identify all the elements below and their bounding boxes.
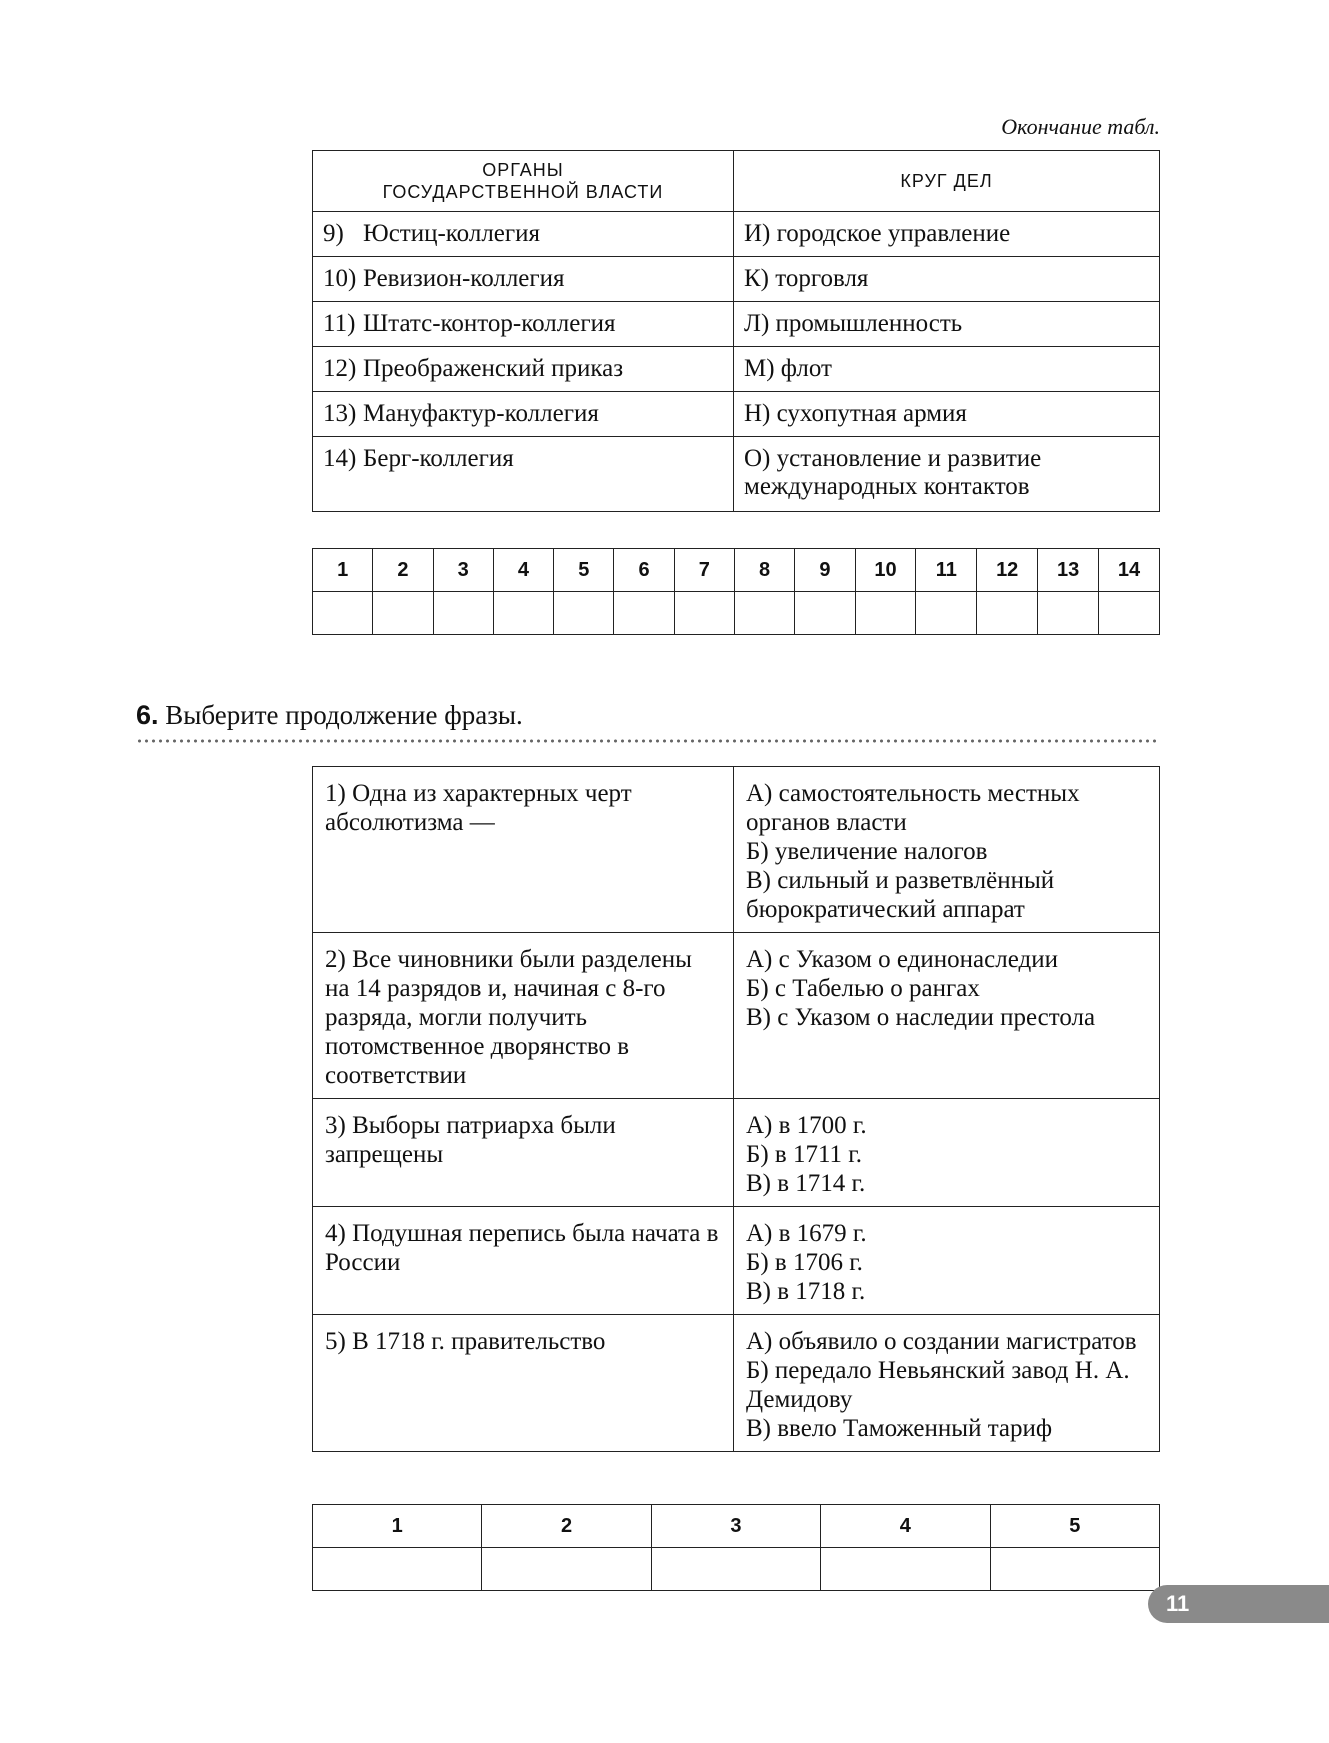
answer-option: Б) в 1711 г.	[746, 1141, 862, 1168]
answer-cell[interactable]	[821, 1548, 990, 1591]
answer-grid-column-number: 14	[1099, 549, 1160, 592]
phrase-completion-table	[312, 766, 1160, 1452]
answer-cell[interactable]	[651, 1548, 820, 1591]
table-row	[313, 1099, 1160, 1207]
answer-cell[interactable]	[554, 592, 614, 635]
table-row	[313, 933, 1160, 1099]
answer-grid-header-row	[313, 549, 1160, 592]
answer-grid-column-number: 1	[313, 549, 373, 592]
table-row	[313, 257, 1160, 302]
task-number: 6.	[136, 700, 159, 730]
options-cell	[734, 933, 1160, 1099]
answer-option: Б) увеличение налогов	[746, 838, 988, 865]
page-number: 11	[1166, 1591, 1190, 1616]
question-cell: 3) Выборы патриарха были запрещены	[313, 1099, 734, 1207]
table-row	[313, 437, 1160, 512]
answer-grid-column-number: 12	[977, 549, 1038, 592]
answer-grid-column-number: 2	[373, 549, 433, 592]
table-row	[313, 302, 1160, 347]
answer-cell[interactable]	[734, 592, 794, 635]
answer-grid-input-row	[313, 592, 1160, 635]
answer-grid-column-number: 10	[855, 549, 916, 592]
answer-grid-column-number: 7	[674, 549, 734, 592]
organ-name: Преображенский приказ	[363, 355, 624, 382]
answer-cell[interactable]	[977, 592, 1038, 635]
answer-grid-column-number: 1	[313, 1505, 482, 1548]
scope-cell: Л) промышленность	[734, 302, 1160, 347]
answer-cell[interactable]	[433, 592, 493, 635]
scope-cell: И) городское управление	[734, 212, 1160, 257]
answer-grid-5	[312, 1504, 1160, 1591]
answer-cell[interactable]	[1099, 592, 1160, 635]
table-row	[313, 347, 1160, 392]
answer-cell[interactable]	[313, 592, 373, 635]
question-cell: 1) Одна из характерных черт абсолютизма —	[313, 767, 734, 933]
answer-option: В) в 1714 г.	[746, 1170, 866, 1197]
answer-grid-column-number: 13	[1038, 549, 1099, 592]
question-cell: 4) Подушная перепись была начата в России	[313, 1207, 734, 1315]
answer-cell[interactable]	[493, 592, 553, 635]
table-row	[313, 1315, 1160, 1452]
table-row	[313, 212, 1160, 257]
task-6-heading	[136, 700, 523, 731]
answer-grid-column-number: 11	[916, 549, 977, 592]
scope-cell: О) установление и развитие международных контактов	[734, 437, 1160, 512]
answer-cell[interactable]	[373, 592, 433, 635]
answer-option: А) в 1679 г.	[746, 1220, 867, 1247]
organ-cell	[313, 347, 734, 392]
answer-option: Б) передало Невьянский завод Н. А. Демидову	[746, 1357, 1130, 1413]
answer-cell[interactable]	[614, 592, 674, 635]
answer-grid-column-number: 2	[482, 1505, 651, 1548]
answer-option: А) в 1700 г.	[746, 1112, 867, 1139]
answer-cell[interactable]	[795, 592, 855, 635]
table-row	[313, 1207, 1160, 1315]
scope-cell: К) торговля	[734, 257, 1160, 302]
answer-option: А) самостоятельность местных органов власти	[746, 780, 1080, 836]
answer-grid-column-number: 8	[734, 549, 794, 592]
organ-cell	[313, 437, 734, 512]
organ-name: Ревизион-коллегия	[363, 265, 565, 292]
answer-option: А) объявило о создании магистратов	[746, 1328, 1137, 1355]
answer-option: В) сильный и разветвлённый бюрократический аппарат	[746, 867, 1055, 923]
options-cell	[734, 1315, 1160, 1452]
options-cell	[734, 1207, 1160, 1315]
header-scope: КРУГ ДЕЛ	[734, 151, 1160, 212]
answer-cell[interactable]	[313, 1548, 482, 1591]
row-number: 14)	[323, 445, 357, 472]
answer-grid-column-number: 4	[493, 549, 553, 592]
answer-option: В) в 1718 г.	[746, 1278, 866, 1305]
answer-grid-input-row	[313, 1548, 1160, 1591]
continuation-note: Окончание табл.	[1001, 114, 1160, 139]
options-cell	[734, 767, 1160, 933]
question-cell: 5) В 1718 г. правительство	[313, 1315, 734, 1452]
header-organs	[313, 151, 734, 212]
organ-cell	[313, 212, 734, 257]
scope-cell: М) флот	[734, 347, 1160, 392]
organ-name: Юстиц-коллегия	[363, 220, 541, 247]
task-text: Выберите продолжение фразы.	[165, 700, 523, 730]
answer-grid-column-number: 9	[795, 549, 855, 592]
organ-name: Мануфактур-коллегия	[363, 400, 599, 427]
header-organs-line2: ГОСУДАРСТВЕННОЙ ВЛАСТИ	[382, 182, 664, 202]
row-number: 11)	[323, 310, 356, 337]
answer-option: В) ввело Таможенный тариф	[746, 1415, 1053, 1442]
organ-cell	[313, 257, 734, 302]
answer-grid-column-number: 3	[433, 549, 493, 592]
table-header-row	[313, 151, 1160, 212]
answer-grid-column-number: 3	[651, 1505, 820, 1548]
answer-cell[interactable]	[1038, 592, 1099, 635]
government-organs-table	[312, 150, 1160, 512]
answer-option: Б) в 1706 г.	[746, 1249, 863, 1276]
organ-name: Штатс-контор-коллегия	[363, 310, 616, 337]
row-number: 13)	[323, 400, 357, 427]
answer-cell[interactable]	[674, 592, 734, 635]
organ-name: Берг-коллегия	[363, 445, 514, 472]
answer-grid-14	[312, 548, 1160, 635]
answer-grid-header-row	[313, 1505, 1160, 1548]
organ-cell	[313, 302, 734, 347]
answer-cell[interactable]	[482, 1548, 651, 1591]
options-cell	[734, 1099, 1160, 1207]
answer-cell[interactable]	[855, 592, 916, 635]
answer-cell[interactable]	[990, 1548, 1159, 1591]
dotted-divider	[136, 738, 1160, 744]
organ-cell	[313, 392, 734, 437]
answer-grid-column-number: 6	[614, 549, 674, 592]
page-number-tab	[1148, 1585, 1329, 1623]
answer-grid-column-number: 4	[821, 1505, 990, 1548]
row-number: 9)	[323, 220, 344, 247]
answer-cell[interactable]	[916, 592, 977, 635]
row-number: 10)	[323, 265, 357, 292]
row-number: 12)	[323, 355, 357, 382]
answer-grid-column-number: 5	[990, 1505, 1159, 1548]
question-cell: 2) Все чиновники были разделены на 14 разрядов и, начиная с 8-го разряда, могли получить потомственное дворянство в соответствии	[313, 933, 734, 1099]
header-organs-line1: ОРГАНЫ	[482, 160, 564, 180]
answer-grid-column-number: 5	[554, 549, 614, 592]
answer-option: Б) с Табелью о рангах	[746, 975, 980, 1002]
table-row	[313, 767, 1160, 933]
answer-option: В) с Указом о наследии престола	[746, 1004, 1096, 1031]
table-row	[313, 392, 1160, 437]
scope-cell: Н) сухопутная армия	[734, 392, 1160, 437]
answer-option: А) с Указом о единонаследии	[746, 946, 1058, 973]
